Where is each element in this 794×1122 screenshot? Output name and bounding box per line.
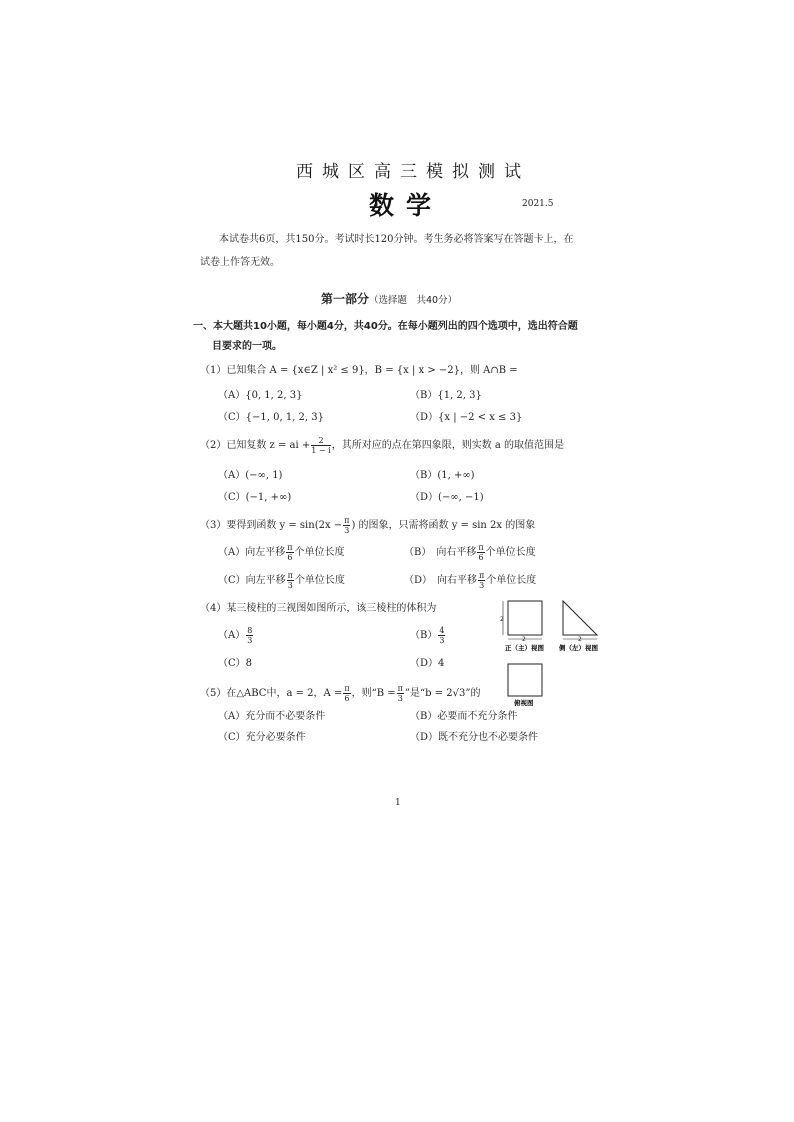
side-width-dimension-label: 2 [578, 636, 582, 643]
q4-option-b [410, 626, 446, 645]
q1-option-b: （B）{1, 2, 3} [410, 390, 482, 401]
q3-stem-b: ) 的图象，只需将函数 y = sin 2x 的图象 [351, 520, 536, 531]
exam-title: 西城区高三模拟测试 [296, 162, 530, 182]
front-width-dimension-label: 2 [522, 636, 526, 643]
q5-b-num: π [397, 684, 403, 693]
q4-a-fraction [246, 626, 253, 645]
part-heading [321, 290, 457, 307]
instruction-line-2: 目要求的一项。 [212, 341, 282, 352]
q3-option-d [404, 571, 536, 590]
q4-a-den: 3 [247, 636, 253, 645]
q3-d-pre: （D） 向右平移 [404, 575, 478, 586]
q3-d-num: π [479, 571, 485, 580]
q3-b-den: 6 [478, 553, 484, 562]
q5-option-a: （A）充分而不必要条件 [218, 711, 326, 722]
q3-d-post: 个单位长度 [486, 575, 537, 586]
q5-stem-a: （5）在△ABC中，a = 2，A = [200, 688, 343, 699]
front-view-square [508, 601, 542, 635]
q3-fraction [343, 516, 350, 535]
q3-b-fraction [477, 543, 484, 562]
q1-option-c: （C）{−1, 0, 1, 2, 3} [218, 412, 324, 423]
top-view-label: 俯视图 [514, 699, 534, 707]
q4-stem: （4）某三棱柱的三视图如图所示，该三棱柱的体积为 [200, 603, 437, 614]
q5-option-b: （B）必要而不充分条件 [410, 711, 518, 722]
q3-stem [200, 516, 535, 535]
q3-c-fraction [287, 571, 294, 590]
q2-option-a: （A）(−∞, 1) [218, 470, 283, 481]
q5-a-fraction [343, 684, 350, 703]
q2-option-d: （D）(−∞, −1) [410, 492, 484, 503]
q5-a-den: 6 [344, 694, 350, 703]
exam-date: 2021.5 [522, 199, 554, 209]
part-title: 第一部分 [321, 292, 370, 306]
side-view-triangle [563, 601, 597, 635]
q5-b-den: 3 [397, 694, 403, 703]
q3-stem-a: （3）要得到函数 y = sin(2x − [200, 520, 343, 531]
q3-a-num: π [287, 543, 293, 552]
page-number: 1 [395, 798, 401, 808]
three-view-figure [497, 597, 607, 707]
q3-c-num: π [287, 571, 293, 580]
subject-title: 数学 [369, 191, 444, 220]
q3-c-den: 3 [287, 581, 293, 590]
q3-option-c [218, 571, 345, 590]
q3-d-fraction [478, 571, 485, 590]
q3-option-b [404, 543, 536, 562]
q4-option-a [218, 626, 254, 645]
q3-b-post: 个单位长度 [485, 547, 536, 558]
q1-option-d: （D）{x | −2 < x ≤ 3} [410, 412, 523, 423]
q4-option-c: （C）8 [218, 658, 253, 669]
q2-stem-a: （2）已知复数 z = ai + [200, 440, 311, 451]
instruction-line-1: 一、本大题共10小题，每小题4分，共40分。在每小题列出的四个选项中，选出符合题 [193, 321, 578, 332]
q3-d-den: 3 [479, 581, 485, 590]
q2-option-b: （B）(1, +∞) [410, 470, 475, 481]
q3-a-post: 个单位长度 [294, 547, 345, 558]
q5-option-c: （C）充分必要条件 [218, 732, 306, 743]
q3-fraction-den: 3 [344, 526, 350, 535]
q3-fraction-num: π [344, 516, 350, 525]
part-note: （选择题 共40分） [369, 295, 458, 306]
q4-b-fraction [438, 626, 445, 645]
q1-stem: （1）已知集合 A = {x∈Z | x² ≤ 9}，B = {x | x > −2}，则 A∩B = [200, 365, 518, 376]
top-view-square [508, 664, 542, 696]
q5-b-fraction [397, 684, 404, 703]
q4-a-num: 8 [247, 626, 253, 635]
q2-fraction-num: 2 [311, 436, 330, 446]
q3-a-pre: （A）向左平移 [218, 547, 286, 558]
q2-stem-b: ，其所对应的点在第四象限，则实数 a 的取值范围是 [331, 440, 565, 451]
q3-c-post: 个单位长度 [294, 575, 345, 586]
q5-stem-b: ，则“B = [351, 688, 396, 699]
intro-line-1: 本试卷共6页，共150分。考试时长120分钟。考生务必将答案写在答题卡上，在 [219, 234, 574, 245]
q4-b-den: 3 [439, 636, 445, 645]
q2-option-c: （C）(−1, +∞) [218, 492, 292, 503]
q2-stem [200, 436, 564, 455]
q1-option-a: （A）{0, 1, 2, 3} [218, 390, 303, 401]
q5-a-num: π [344, 684, 350, 693]
q3-c-pre: （C）向左平移 [218, 575, 286, 586]
q2-fraction [311, 436, 330, 455]
q4-option-d: （D）4 [410, 658, 445, 669]
q3-a-fraction [286, 543, 293, 562]
q2-fraction-den: 1 − i [311, 446, 331, 455]
q3-b-pre: （B） 向右平移 [404, 547, 477, 558]
intro-line-2: 试卷上作答无效。 [200, 257, 280, 268]
q3-option-a [218, 543, 345, 562]
q5-stem [200, 684, 480, 703]
q4-a-pre: （A） [218, 630, 246, 641]
front-view-label: 正（主）视图 [505, 644, 544, 652]
side-view-label: 侧（左）视图 [559, 644, 598, 652]
q5-option-d: （D）既不充分也不必要条件 [410, 732, 539, 743]
q3-b-num: π [478, 543, 484, 552]
q4-b-pre: （B） [410, 630, 438, 641]
q5-stem-c: ”是“b = 2√3”的 [404, 688, 481, 699]
q4-b-num: 4 [439, 626, 445, 635]
q3-a-den: 6 [287, 553, 293, 562]
height-dimension-label: 2 [500, 616, 504, 623]
